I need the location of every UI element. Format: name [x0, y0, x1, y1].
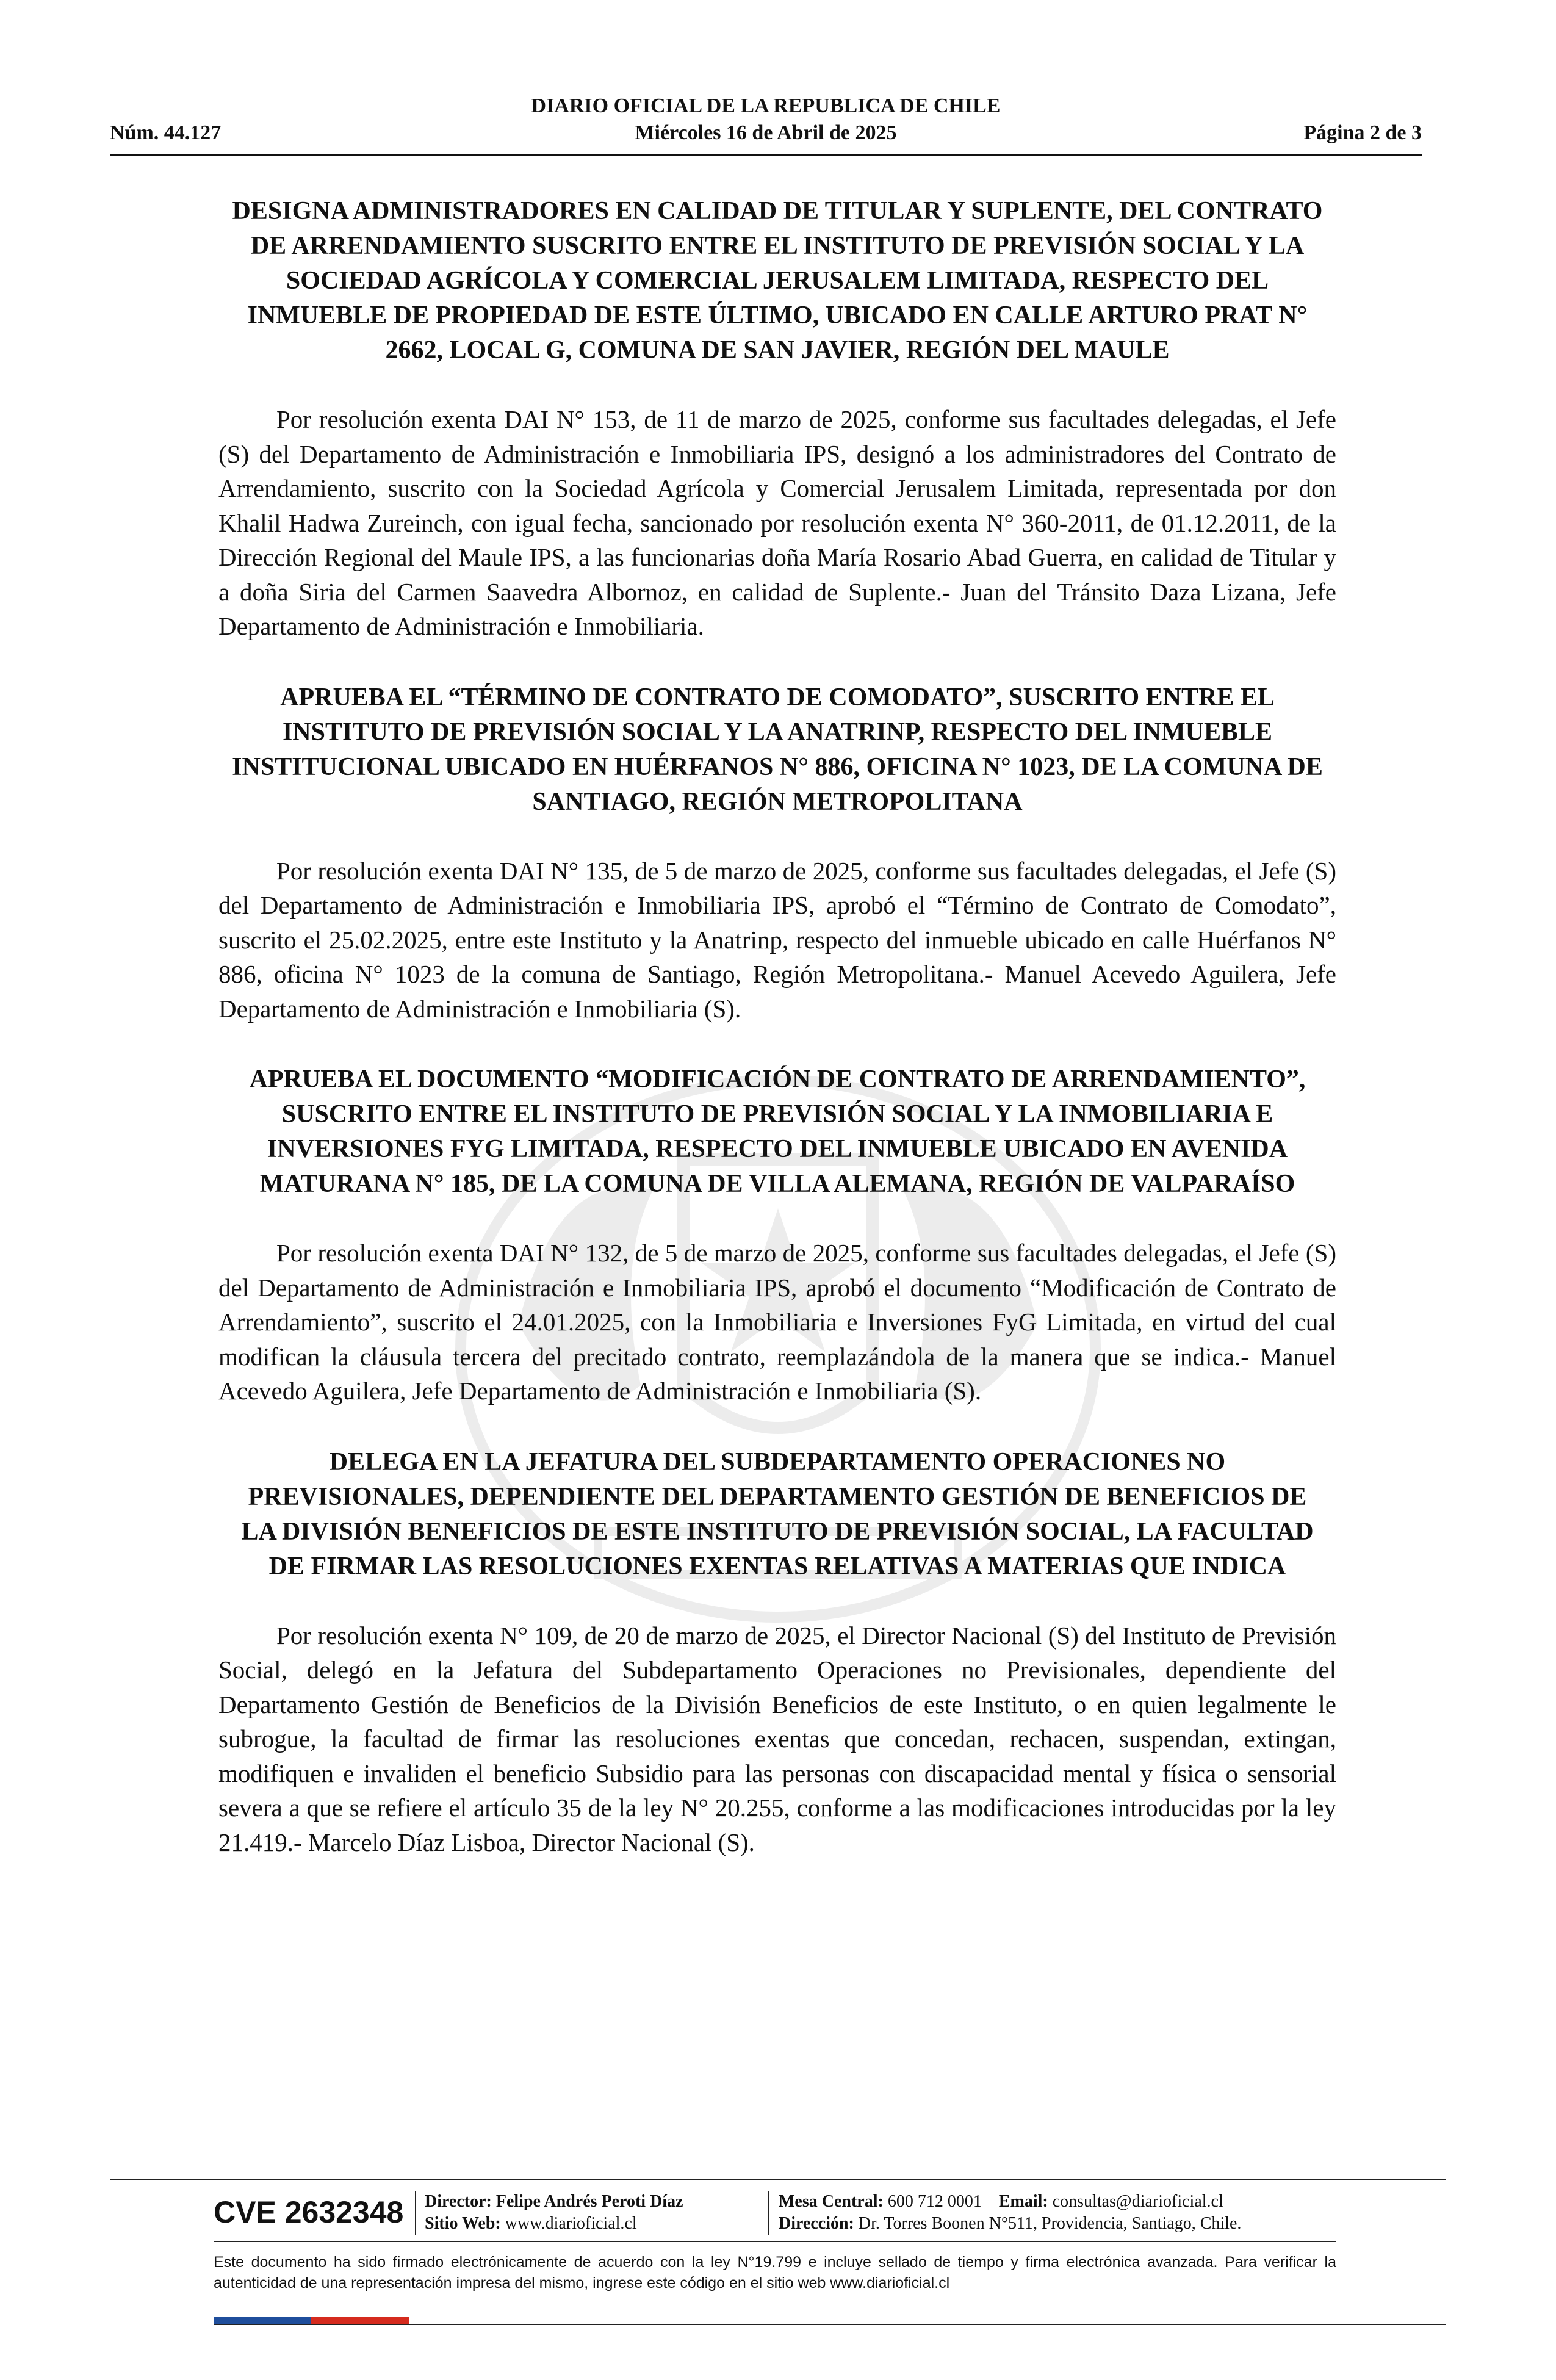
section-title: DESIGNA ADMINISTRADORES EN CALIDAD DE TITULAR Y SUPLENTE, DEL CONTRATO DE ARRENDAMIENTO SUSCRITO ENTRE EL INSTITUTO DE PREVISIÓN SOCIAL Y LA SOCIEDAD AGRÍCOLA Y COMERCIAL JERUSALEM LIMITADA, RESPECTO DEL INMUEBLE DE PROPIEDAD DE ESTE ÚLTIMO, UBICADO EN CALLE ARTURO PRAT N° 2662, LOCAL G, COMUNA DE SAN JAVIER, REGIÓN DEL MAULE — [232, 197, 1323, 364]
footer-separator — [768, 2191, 769, 2235]
issue-number: Núm. 44.127 — [110, 121, 222, 144]
website-label: Sitio Web: — [425, 2214, 501, 2233]
header-center — [110, 93, 1422, 146]
email-label: Email: — [998, 2192, 1048, 2211]
section-title: APRUEBA EL DOCUMENTO “MODIFICACIÓN DE CONTRATO DE ARRENDAMIENTO”, SUSCRITO ENTRE EL INSTITUTO DE PREVISIÓN SOCIAL Y LA INMOBILIARIA E INVERSIONES FYG LIMITADA, RESPECTO DEL INMUEBLE UBICADO EN AVENIDA MATURANA N° 185, DE LA COMUNA DE VILLA ALEMANA, REGIÓN DE VALPARAÍSO — [249, 1066, 1306, 1198]
section-title: APRUEBA EL “TÉRMINO DE CONTRATO DE COMODATO”, SUSCRITO ENTRE EL INSTITUTO DE PREVISIÓN SOCIAL Y LA ANATRINP, RESPECTO DEL INMUEBLE INSTITUCIONAL UBICADO EN HUÉRFANOS N° 886, OFICINA N° 1023, DE LA COMUNA DE SANTIAGO, REGIÓN METROPOLITANA — [232, 683, 1323, 816]
footer-divider — [110, 2179, 1446, 2180]
email-link[interactable]: consultas@diarioficial.cl — [1052, 2192, 1223, 2211]
publication-date: Miércoles 16 de Abril de 2025 — [635, 121, 897, 144]
footer-contact-block — [779, 2191, 1241, 2235]
director-label: Director: — [425, 2192, 492, 2211]
website-link[interactable]: www.diarioficial.cl — [505, 2214, 637, 2233]
document-body — [218, 194, 1336, 1859]
footer-director-block — [425, 2191, 683, 2235]
header-divider — [110, 154, 1422, 156]
section-title: DELEGA EN LA JEFATURA DEL SUBDEPARTAMENTO OPERACIONES NO PREVISIONALES, DEPENDIENTE DEL DEPARTAMENTO GESTIÓN DE BENEFICIOS DE LA DIVISIÓN BENEFICIOS DE ESTE INSTITUTO DE PREVISIÓN SOCIAL, LA FACULTAD DE FIRMAR LAS RESOLUCIONES EXENTAS RELATIVAS A MATERIAS QUE INDICA — [241, 1448, 1314, 1581]
footer-separator — [415, 2191, 416, 2235]
section-paragraph: Por resolución exenta DAI N° 153, de 11 de marzo de 2025, conforme sus facultades delegadas, el Jefe (S) del Departamento de Administración e Inmobiliaria IPS, designó a los administradores del Contrato de Arrendamiento, suscrito con la Sociedad Agrícola y Comercial Jerusalem Limitada, representada por don Khalil Hadwa Zureinch, con igual fecha, sancionado por resolución exenta N° 360-2011, de 01.12.2011, de la Dirección Regional del Maule IPS, a las funcionarias doña María Rosario Abad Guerra, en calidad de Titular y a doña Siria del Carmen Saavedra Albornoz, en calidad de Suplente.- Juan del Tránsito Daza Lizana, Jefe Departamento de Administración e Inmobiliaria. — [218, 405, 1336, 640]
publication-title: DIARIO OFICIAL DE LA REPUBLICA DE CHILE — [531, 95, 1001, 117]
flag-blue-bar — [214, 2317, 311, 2324]
flag-red-bar — [311, 2317, 409, 2324]
flag-stripe — [214, 2317, 409, 2324]
section-paragraph: Por resolución exenta DAI N° 135, de 5 de marzo de 2025, conforme sus facultades delegadas, el Jefe (S) del Departamento de Administración e Inmobiliaria IPS, aprobó el “Término de Contrato de Comodato”, suscrito el 25.02.2025, entre este Instituto y la Anatrinp, respecto del inmueble ubicado en calle Huérfanos N° 886, oficina N° 1023 de la comuna de Santiago, Región Metropolitana.- Manuel Acevedo Aguilera, Jefe Departamento de Administración e Inmobiliaria (S). — [218, 856, 1336, 1023]
page-number: Página 2 de 3 — [1303, 121, 1422, 144]
phone-label: Mesa Central: — [779, 2192, 884, 2211]
page-header — [110, 93, 1422, 154]
section-paragraph: Por resolución exenta DAI N° 132, de 5 de marzo de 2025, conforme sus facultades delegadas, el Jefe (S) del Departamento de Administración e Inmobiliaria IPS, aprobó el documento “Modificación de Contrato de Arrendamiento”, suscrito el 24.01.2025, con la Inmobiliaria e Inversiones FyG Limitada, en virtud del cual modifican la cláusula tercera del precitado contrato, reemplazándola de la manera que se indica.- Manuel Acevedo Aguilera, Jefe Departamento de Administración e Inmobiliaria (S). — [218, 1239, 1336, 1405]
section-paragraph: Por resolución exenta N° 109, de 20 de marzo de 2025, el Director Nacional (S) del Instituto de Previsión Social, delegó en la Jefatura del Subdepartamento Operaciones no Previsionales, dependiente del Departamento Gestión de Beneficios de la División Beneficios de este Instituto, o en quien legalmente le subrogue, la facultad de firmar las resoluciones exentas que concedan, rechacen, suspendan, extingan, modifiquen e invaliden el beneficio Subsidio para las personas con discapacidad mental y física o sensorial severa a que se refiere el artículo 35 de la ley N° 20.255, conforme a las modificaciones introducidas por la ley 21.419.- Marcelo Díaz Lisboa, Director Nacional (S). — [218, 1621, 1336, 1856]
phone-value: 600 712 0001 — [887, 2192, 982, 2211]
footer-divider — [214, 2241, 1336, 2242]
footer-info — [214, 2186, 1336, 2241]
address-label: Dirección: — [779, 2214, 854, 2233]
director-name: Felipe Andrés Peroti Díaz — [495, 2192, 683, 2211]
address-value: Dr. Torres Boonen N°511, Providencia, Santiago, Chile. — [858, 2214, 1242, 2233]
signature-notice: Este documento ha sido firmado electrónicamente de acuerdo con la ley N°19.799 e incluye sellado de tiempo y firma electrónica avanzada. Para verificar la autenticidad de una representación impresa del mismo, ingrese este código en el sitio web www.diarioficial.cl — [214, 2254, 1336, 2292]
cve-code: CVE 2632348 — [214, 2195, 404, 2229]
footer-divider — [214, 2324, 1446, 2325]
